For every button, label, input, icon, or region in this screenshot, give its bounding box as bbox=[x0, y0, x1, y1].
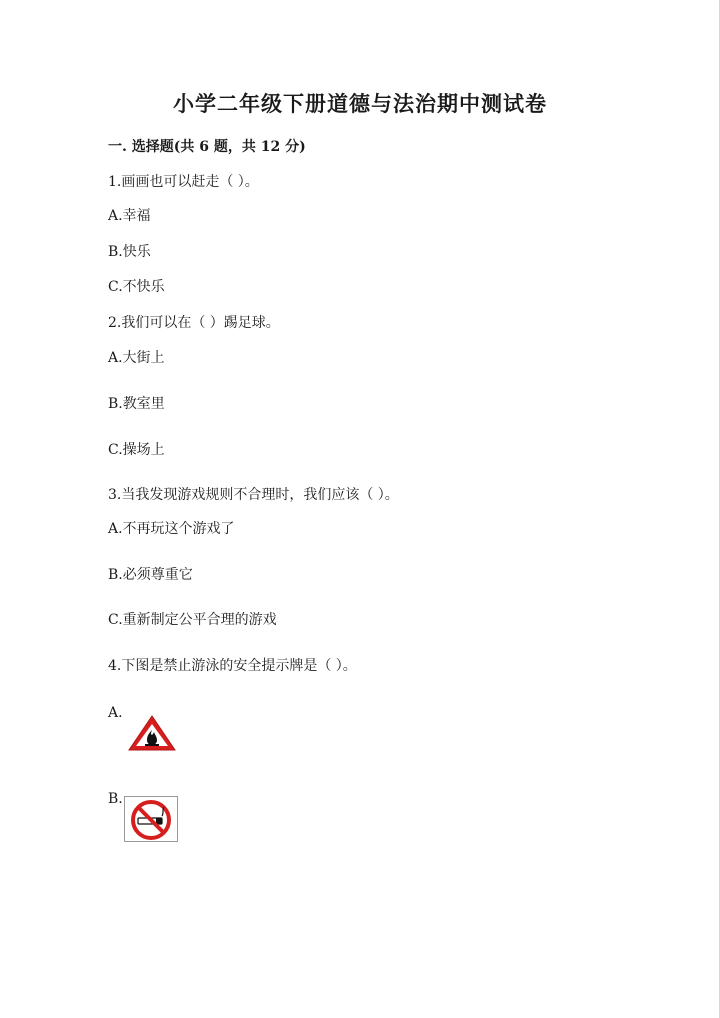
question-4-option-a[interactable]: A. bbox=[108, 705, 123, 721]
question-1-option-a[interactable]: A.幸福 bbox=[108, 208, 151, 224]
question-1-option-b[interactable]: B.快乐 bbox=[108, 244, 151, 260]
question-3-stem: 3.当我发现游戏规则不合理时，我们应该（ ）。 bbox=[108, 487, 399, 503]
question-1-option-c[interactable]: C.不快乐 bbox=[108, 279, 165, 295]
question-3-option-b[interactable]: B.必须尊重它 bbox=[108, 567, 193, 583]
question-2-option-b[interactable]: B.教室里 bbox=[108, 396, 165, 412]
question-2-option-c[interactable]: C.操场上 bbox=[108, 442, 165, 458]
page-title: 小学二年级下册道德与法治期中测试卷 bbox=[173, 91, 547, 116]
question-1-stem: 1.画画也可以赶走（ ）。 bbox=[108, 174, 259, 190]
no-smoking-sign-icon[interactable] bbox=[124, 796, 178, 842]
section-heading: 一. 选择题(共 6 题，共 12 分) bbox=[108, 139, 306, 155]
question-4-stem: 4.下图是禁止游泳的安全提示牌是（ ）。 bbox=[108, 658, 357, 674]
question-2-option-a[interactable]: A.大街上 bbox=[108, 350, 165, 366]
fire-warning-sign-icon[interactable] bbox=[127, 714, 177, 752]
question-2-stem: 2.我们可以在（ ）踢足球。 bbox=[108, 315, 280, 331]
question-3-option-a[interactable]: A.不再玩这个游戏了 bbox=[108, 521, 235, 537]
question-4-option-b[interactable]: B. bbox=[108, 791, 123, 807]
question-3-option-c[interactable]: C.重新制定公平合理的游戏 bbox=[108, 612, 277, 628]
